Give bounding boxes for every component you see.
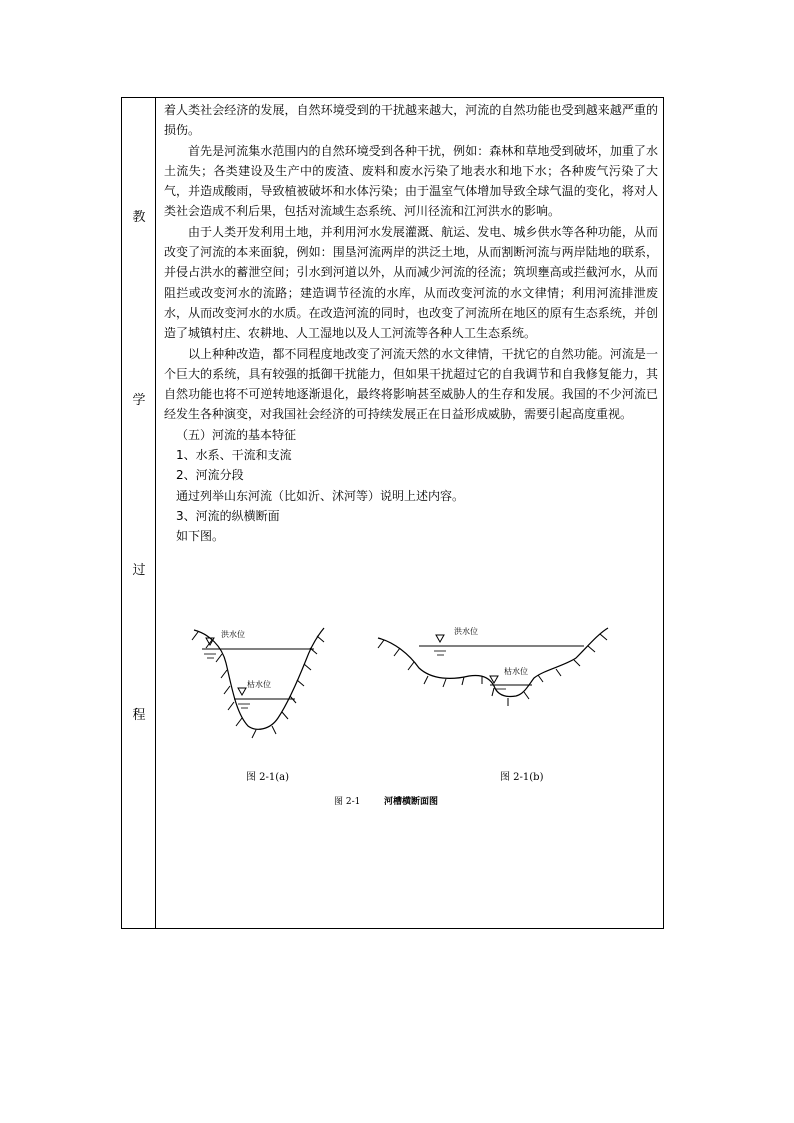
channel-a	[192, 628, 324, 783]
channel-b-low-water-label: 枯水位	[504, 667, 528, 676]
paragraph-3: 由于人类开发利用土地，并利用河水发展灌溉、航运、发电、城乡供水等各种功能，从而改变了河流的本来面貌，例如：围垦河流两岸的洪泛土地，从而割断河流与两岸陆地的联系，并侵占洪水的蓄泄空间；引水到河道以外，从而减少河流的径流；筑坝壅高或拦截河水，从而阻拦或改变河水的流路；建造调节径流的水库，从而改变河流的水文律情；利用河流排泄废水，从而改变河水的水质。在改造河流的同时，也改变了河流所在地区的原有生态系统，并创造了城镇村庄、农耕地、人工湿地以及人工河流等各种人工生态系统。	[164, 224, 658, 341]
side-label-column	[122, 98, 156, 928]
figure-caption-title: 河槽横断面图	[384, 797, 439, 807]
channel-b	[378, 626, 608, 783]
caption-b: 图 2-1(b)	[500, 772, 544, 783]
channel-a-bed	[194, 628, 324, 729]
paragraph-1: 着人类社会经济的发展，自然环境受到的干扰越来越大，河流的自然功能也受到越来越严重的损伤。	[164, 103, 658, 138]
caption-a: 图 2-1(a)	[246, 772, 290, 783]
lesson-content	[164, 100, 658, 547]
channel-a-low-water-marker	[238, 688, 246, 695]
list-item-3: 3、河流的纵横断面	[176, 508, 280, 523]
list-item-1: 1、水系、干流和支流	[176, 448, 292, 463]
side-char-1: 教	[132, 210, 146, 225]
list-item-2: 2、河流分段	[176, 468, 244, 483]
section-heading: （五）河流的基本特征	[176, 427, 297, 442]
side-char-3: 过	[132, 563, 146, 578]
cross-section-diagram	[164, 618, 658, 807]
side-char-4: 程	[132, 708, 146, 723]
channel-b-hatch	[378, 634, 607, 706]
paragraph-4: 以上种种改造，都不同程度地改变了河流天然的水文律情，干扰它的自然功能。河流是一个巨大的系统，具有较强的抵御干扰能力，但如果干扰超过它的自我调节和自我修复能力，其自然功能也将不可逆转地逐渐退化，最终将影响甚至威胁人的生存和发展。我国的不少河流已经发生各种演变，对我国社会经济的可持续发展正在日益形成威胁，需要引起高度重视。	[164, 346, 658, 422]
channel-b-bed	[378, 628, 608, 697]
list-item-2-note: 通过列举山东河流（比如沂、沭河等）说明上述内容。	[176, 488, 465, 503]
channel-b-high-water-label: 洪水位	[454, 627, 478, 636]
channel-a-high-water-label: 洪水位	[221, 630, 245, 639]
channel-a-low-water-label: 枯水位	[247, 680, 271, 689]
channel-a-high-water-marker	[206, 638, 214, 645]
paragraph-2: 首先是河流集水范围内的自然环境受到各种干扰，例如：森林和草地受到破坏，加重了水土流失；各类建设及生产中的废渣、废料和废水污染了地表水和地下水；各种废气污染了大气，并造成酸雨，导致植被破坏和水体污染；由于温室气体增加导致全球气温的变化，将对人类社会造成不利后果，包括对流域生态系统、河川径流和江河洪水的影响。	[164, 143, 658, 219]
channel-b-high-water-marker	[436, 635, 444, 642]
cross-section-figure	[164, 618, 658, 807]
lesson-table	[121, 97, 664, 929]
list-item-3-note: 如下图。	[176, 529, 225, 544]
side-char-2: 学	[132, 393, 146, 408]
figure-caption-number: 图 2-1	[334, 797, 361, 807]
